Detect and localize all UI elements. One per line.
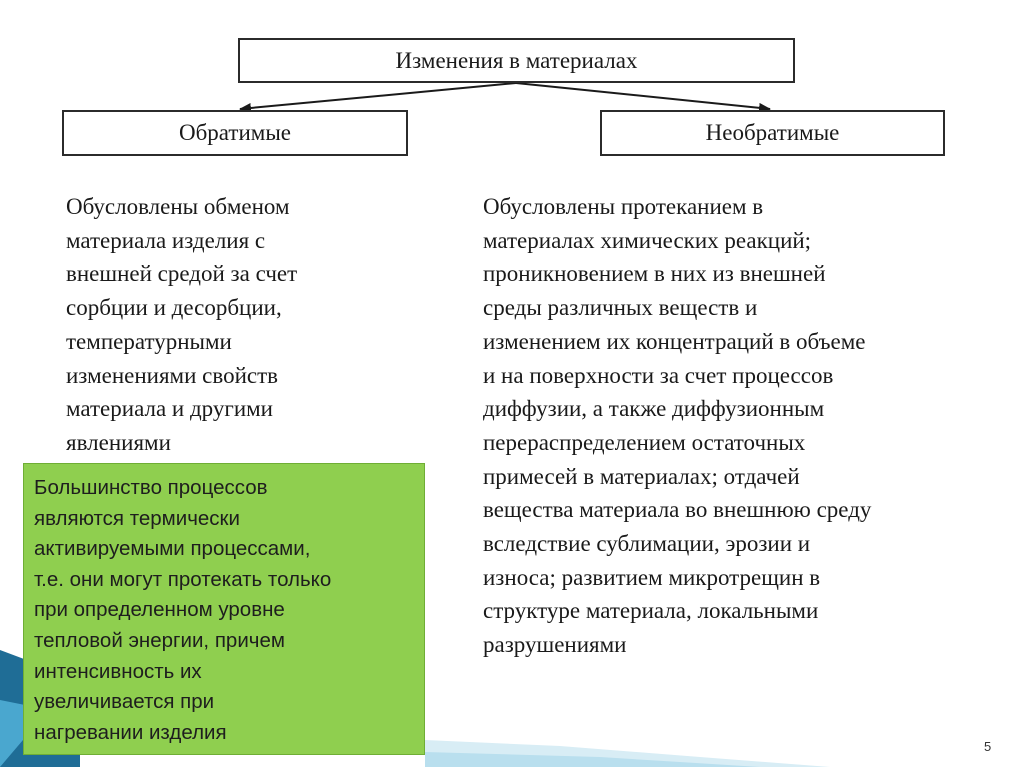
reversible-description: Обусловлены обменом материала изделия с внешней средой за счет сорбции и десорбции, температурными изменениями свойств материала и другими явлениями	[66, 194, 298, 455]
root-node-label: Изменения в материалах	[395, 47, 638, 73]
irreversible-description: Обусловлены протеканием в материалах химических реакций; проникновением в них из внешней среды различных веществ и изменением их концентраций в объеме и на поверхности за счет процессов диффузии, а также диффузионным перераспределением остаточных примесей в материалах; отдачей вещества материала во внешнюю среду вследствие сублимации, эрозии и износа; развитием микротрещин в структуре материала, локальными разрушениями	[483, 194, 872, 658]
irreversible-node	[600, 110, 945, 156]
page-number: 5	[984, 739, 992, 754]
arrow-to-left	[240, 83, 516, 109]
thermal-activation-note: Большинство процессов являются термически активируемыми процессами, т.е. они могут протекать только при определенном уровне тепловой энергии, причем интенсивность их увеличивается при нагревании изделия	[23, 463, 425, 755]
arrow-to-right	[516, 83, 770, 109]
reversible-node-label: Обратимые	[178, 120, 291, 145]
reversible-node	[62, 110, 408, 156]
irreversible-node-label: Необратимые	[705, 120, 840, 145]
root-node	[238, 38, 795, 83]
